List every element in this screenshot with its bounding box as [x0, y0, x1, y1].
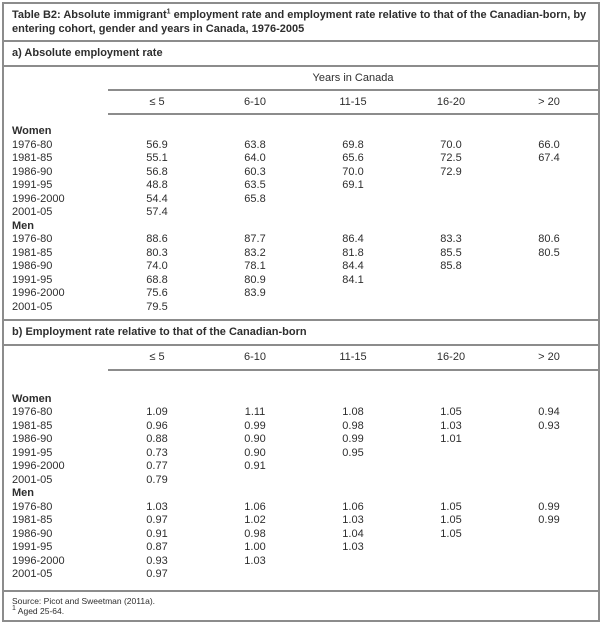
value-cell: 83.2 — [244, 246, 266, 259]
stub-cell — [4, 90, 108, 115]
group-label: Men — [12, 487, 34, 499]
table-b2 — [2, 2, 600, 622]
value-cell: 83.9 — [244, 287, 266, 299]
value-cell — [402, 179, 500, 193]
value-cell — [500, 555, 598, 569]
value-cell — [304, 193, 402, 207]
value-cell — [304, 287, 402, 301]
cohort-label: 1996-2000 — [12, 460, 65, 472]
value-cell: 1.05 — [440, 500, 462, 513]
panel-b-body — [4, 370, 598, 582]
value-cell: 0.90 — [244, 433, 266, 445]
value-cell: 78.1 — [244, 260, 266, 272]
value-cell: 0.99 — [538, 500, 560, 513]
table-footer — [4, 590, 598, 620]
value-cell: 1.08 — [342, 406, 364, 418]
value-cell: 80.5 — [538, 246, 560, 259]
value-cell: 0.93 — [538, 419, 560, 432]
value-cell — [206, 474, 304, 488]
table-row — [4, 555, 598, 569]
table-title — [4, 4, 598, 42]
value-cell: 70.0 — [440, 138, 462, 151]
value-cell: 65.8 — [244, 192, 266, 205]
cohort-label: 1991-95 — [12, 446, 53, 459]
group-row — [4, 114, 598, 139]
col-header-6-10: 6-10 — [206, 90, 304, 115]
value-cell: 0.87 — [146, 541, 168, 553]
value-cell: 80.3 — [146, 246, 168, 259]
value-cell — [304, 568, 402, 582]
value-cell: 1.05 — [440, 406, 462, 418]
value-cell: 87.7 — [244, 233, 266, 245]
table-row — [4, 541, 598, 555]
value-cell — [500, 274, 598, 288]
value-cell: 66.0 — [538, 138, 560, 151]
cohort-label: 1986-90 — [12, 433, 53, 445]
value-cell — [402, 568, 500, 582]
value-cell — [500, 206, 598, 220]
table-row — [4, 166, 598, 180]
value-cell: 85.8 — [440, 260, 462, 272]
spanning-header-row — [4, 67, 598, 90]
table-row — [4, 301, 598, 315]
value-cell — [402, 555, 500, 569]
value-cell: 1.01 — [440, 433, 462, 445]
value-cell: 80.9 — [244, 273, 266, 286]
group-row — [4, 220, 598, 234]
value-cell — [304, 301, 402, 315]
cohort-label: 1986-90 — [12, 527, 53, 540]
table-row — [4, 233, 598, 247]
value-cell: 0.95 — [342, 446, 364, 459]
value-cell: 1.06 — [342, 500, 364, 513]
value-cell: 57.4 — [146, 206, 168, 218]
title-text-cont: employment rate and employment rate relative to that of the Canadian-born, by entering cohort, gender and years in Canada, 1976-2005 — [12, 9, 587, 35]
value-cell: 83.3 — [440, 233, 462, 245]
value-cell: 72.5 — [440, 152, 462, 164]
value-cell — [500, 166, 598, 180]
value-cell: 1.05 — [440, 514, 462, 526]
value-cell: 65.6 — [342, 152, 364, 164]
value-cell: 1.03 — [342, 514, 364, 526]
value-cell: 56.8 — [146, 165, 168, 178]
value-cell: 0.91 — [244, 460, 266, 472]
value-cell: 70.0 — [342, 165, 364, 178]
value-cell: 0.91 — [146, 527, 168, 540]
value-cell: 60.3 — [244, 165, 266, 178]
value-cell: 69.1 — [342, 179, 364, 191]
value-cell — [304, 460, 402, 474]
table-row — [4, 406, 598, 420]
table-row — [4, 139, 598, 153]
value-cell: 0.88 — [146, 433, 168, 445]
stub-cell — [4, 67, 108, 90]
panel-a — [4, 67, 598, 314]
table-row — [4, 274, 598, 288]
value-cell — [500, 179, 598, 193]
title-footnote-marker: 1 — [166, 8, 171, 16]
value-cell — [402, 287, 500, 301]
group-label: Women — [12, 125, 52, 137]
value-cell — [500, 447, 598, 461]
table-row — [4, 193, 598, 207]
group-row — [4, 487, 598, 501]
value-cell: 1.04 — [342, 527, 364, 540]
value-cell: 0.97 — [146, 514, 168, 526]
table-row — [4, 474, 598, 488]
value-cell — [500, 541, 598, 555]
cohort-label: 1981-85 — [12, 152, 53, 164]
value-cell — [304, 474, 402, 488]
cohort-label: 1976-80 — [12, 233, 53, 245]
years-in-canada-header: Years in Canada — [108, 67, 598, 90]
value-cell — [500, 568, 598, 582]
table-row — [4, 568, 598, 582]
col-header-le5: ≤ 5 — [108, 90, 206, 115]
col-header-le5: ≤ 5 — [108, 346, 206, 370]
table-row — [4, 460, 598, 474]
table-row — [4, 447, 598, 461]
value-cell: 81.8 — [342, 246, 364, 259]
value-cell: 69.8 — [342, 138, 364, 151]
value-cell: 0.98 — [342, 419, 364, 432]
value-cell: 0.96 — [146, 419, 168, 432]
value-cell: 75.6 — [146, 287, 168, 299]
value-cell: 67.4 — [538, 152, 560, 164]
cohort-label: 2001-05 — [12, 300, 53, 313]
value-cell: 63.5 — [244, 179, 266, 191]
group-row — [4, 370, 598, 407]
value-cell: 0.79 — [146, 473, 168, 486]
value-cell: 84.1 — [342, 273, 364, 286]
panel-a-label: a) Absolute employment rate — [4, 42, 598, 67]
table-row — [4, 206, 598, 220]
value-cell: 1.03 — [342, 541, 364, 553]
value-cell — [206, 206, 304, 220]
value-cell: 63.8 — [244, 138, 266, 151]
value-cell: 0.94 — [538, 406, 560, 418]
cohort-label: 1996-2000 — [12, 554, 65, 567]
panel-a-body — [4, 114, 598, 314]
value-cell: 1.02 — [244, 514, 266, 526]
table-row — [4, 501, 598, 515]
cohort-label: 2001-05 — [12, 206, 53, 218]
table-row — [4, 287, 598, 301]
value-cell: 56.9 — [146, 138, 168, 151]
col-header-gt20: > 20 — [500, 346, 598, 370]
value-cell: 0.99 — [244, 419, 266, 432]
col-header-6-10: 6-10 — [206, 346, 304, 370]
footnote — [12, 606, 590, 616]
value-cell — [206, 568, 304, 582]
value-cell: 64.0 — [244, 152, 266, 164]
value-cell: 0.73 — [146, 446, 168, 459]
cohort-label: 2001-05 — [12, 473, 53, 486]
value-cell — [402, 301, 500, 315]
value-cell: 1.09 — [146, 406, 168, 418]
value-cell: 1.00 — [244, 541, 266, 553]
cohort-label: 1981-85 — [12, 419, 53, 432]
value-cell: 0.97 — [146, 568, 168, 580]
value-cell: 68.8 — [146, 273, 168, 286]
value-cell: 0.93 — [146, 554, 168, 567]
value-cell — [500, 301, 598, 315]
table-row — [4, 179, 598, 193]
col-header-11-15: 11-15 — [304, 90, 402, 115]
title-text: Table B2: Absolute immigrant — [12, 9, 167, 21]
value-cell — [206, 301, 304, 315]
value-cell: 1.11 — [244, 406, 266, 418]
group-label: Women — [12, 392, 52, 405]
value-cell — [402, 193, 500, 207]
value-cell — [402, 460, 500, 474]
cohort-label: 1996-2000 — [12, 287, 65, 299]
value-cell — [500, 528, 598, 542]
table-row — [4, 152, 598, 166]
value-cell: 0.90 — [244, 446, 266, 459]
value-cell: 85.5 — [440, 246, 462, 259]
col-header-16-20: 16-20 — [402, 346, 500, 370]
table-row — [4, 514, 598, 528]
value-cell — [402, 206, 500, 220]
value-cell: 48.8 — [146, 179, 168, 191]
value-cell: 88.6 — [146, 233, 168, 245]
panel-b — [4, 346, 598, 582]
col-header-16-20: 16-20 — [402, 90, 500, 115]
cohort-label: 1981-85 — [12, 514, 53, 526]
col-header-11-15: 11-15 — [304, 346, 402, 370]
value-cell: 0.77 — [146, 460, 168, 472]
cohort-label: 1976-80 — [12, 500, 53, 513]
value-cell — [402, 274, 500, 288]
value-cell: 1.05 — [440, 527, 462, 540]
value-cell: 72.9 — [440, 165, 462, 178]
column-header-row — [4, 90, 598, 115]
value-cell: 84.4 — [342, 260, 364, 272]
value-cell — [500, 474, 598, 488]
table-row — [4, 247, 598, 261]
value-cell: 79.5 — [146, 300, 168, 313]
value-cell — [402, 541, 500, 555]
footnote-text: Aged 25-64. — [15, 605, 65, 616]
value-cell: 0.99 — [538, 514, 560, 526]
value-cell — [402, 474, 500, 488]
value-cell: 80.6 — [538, 233, 560, 245]
value-cell: 1.03 — [146, 500, 168, 513]
value-cell: 0.98 — [244, 527, 266, 540]
cohort-label: 1996-2000 — [12, 192, 65, 205]
value-cell — [500, 433, 598, 447]
panel-b-table — [4, 346, 598, 582]
value-cell: 1.03 — [244, 554, 266, 567]
cohort-label: 2001-05 — [12, 568, 53, 580]
group-label: Men — [12, 219, 34, 232]
table-row — [4, 528, 598, 542]
value-cell: 86.4 — [342, 233, 364, 245]
stub-cell — [4, 346, 108, 370]
cohort-label: 1991-95 — [12, 179, 53, 191]
value-cell — [402, 447, 500, 461]
value-cell: 55.1 — [146, 152, 168, 164]
value-cell — [304, 206, 402, 220]
value-cell: 1.03 — [440, 419, 462, 432]
cohort-label: 1976-80 — [12, 138, 53, 151]
footnote-marker: 1 — [12, 604, 16, 612]
value-cell: 0.99 — [342, 433, 364, 445]
cohort-label: 1986-90 — [12, 165, 53, 178]
value-cell — [304, 555, 402, 569]
cohort-label: 1991-95 — [12, 273, 53, 286]
value-cell — [500, 193, 598, 207]
value-cell: 54.4 — [146, 192, 168, 205]
table-row — [4, 420, 598, 434]
value-cell: 1.06 — [244, 500, 266, 513]
panel-b-label: b) Employment rate relative to that of the Canadian-born — [4, 319, 598, 346]
cohort-label: 1981-85 — [12, 246, 53, 259]
col-header-gt20: > 20 — [500, 90, 598, 115]
cohort-label: 1986-90 — [12, 260, 53, 272]
value-cell — [500, 260, 598, 274]
panel-a-table — [4, 67, 598, 314]
column-header-row — [4, 346, 598, 370]
table-row — [4, 260, 598, 274]
cohort-label: 1976-80 — [12, 406, 53, 418]
table-row — [4, 433, 598, 447]
value-cell — [500, 287, 598, 301]
cohort-label: 1991-95 — [12, 541, 53, 553]
value-cell — [500, 460, 598, 474]
value-cell: 74.0 — [146, 260, 168, 272]
source-note: Source: Picot and Sweetman (2011a). — [12, 595, 156, 606]
